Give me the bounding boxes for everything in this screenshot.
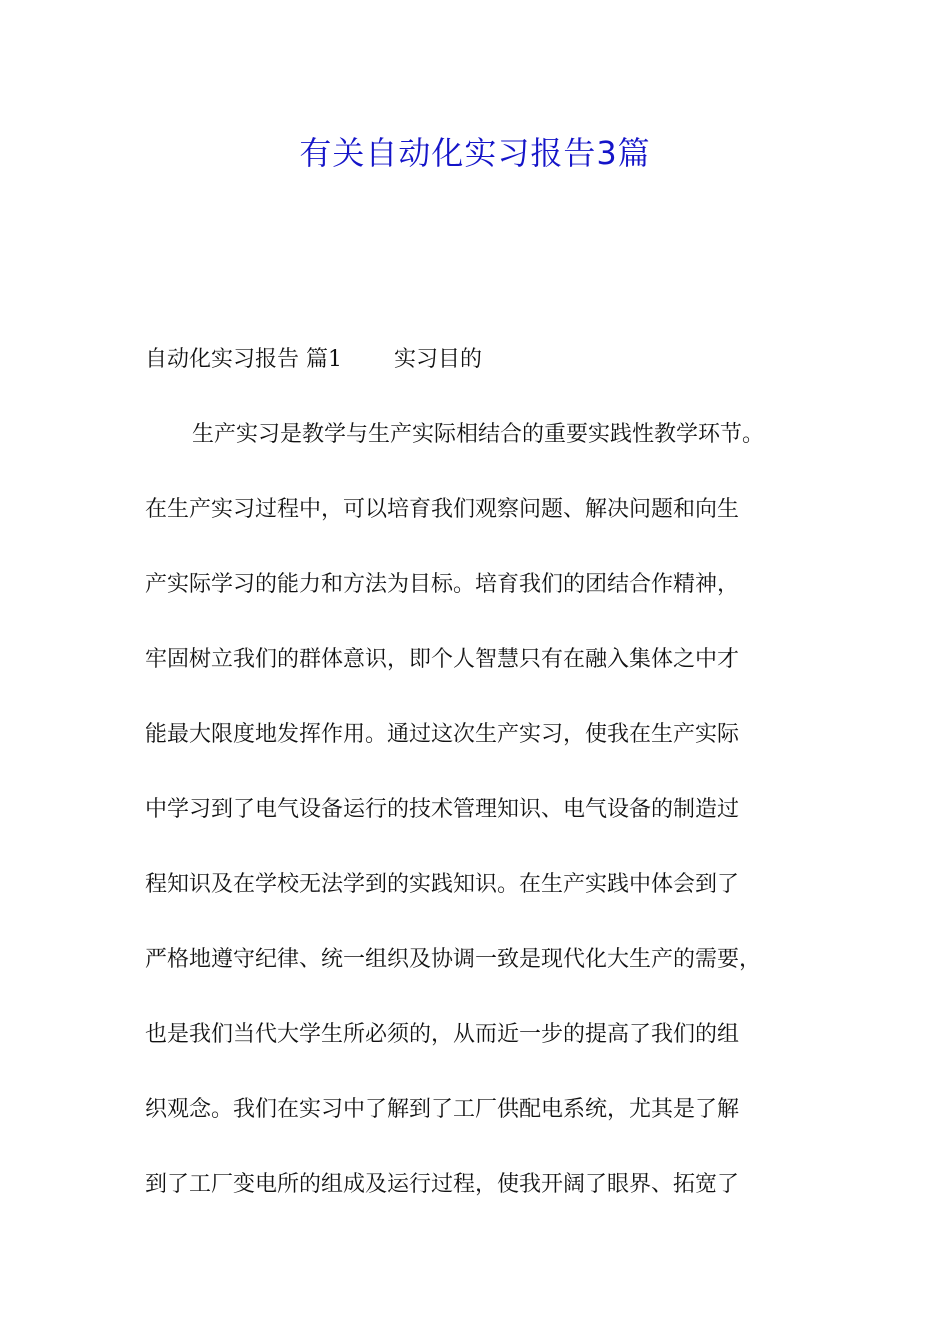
- paragraph-line-11: 到了工厂变电所的组成及运行过程，使我开阔了眼界、拓宽了: [145, 1172, 740, 1197]
- section-heading: [145, 342, 482, 378]
- paragraph-line-4: 牢固树立我们的群体意识，即个人智慧只有在融入集体之中才: [145, 647, 740, 672]
- paragraph-line-8: 严格地遵守纪律、统一组织及协调一致是现代化大生产的需要，: [145, 947, 762, 972]
- paragraph-line-9: 也是我们当代大学生所必须的，从而近一步的提高了我们的组: [145, 1022, 740, 1047]
- paragraph-line-1: 生产实习是教学与生产实际相结合的重要实践性教学环节。: [192, 422, 765, 447]
- paragraph-line-3: 产实际学习的能力和方法为目标。培育我们的团结合作精神，: [145, 572, 740, 597]
- document-title: 有关自动化实习报告3篇: [299, 134, 651, 172]
- paragraph-line-5: 能最大限度地发挥作用。通过这次生产实习，使我在生产实际: [145, 722, 740, 747]
- paragraph-line-2: 在生产实习过程中，可以培育我们观察问题、解决问题和向生: [145, 497, 740, 522]
- section-subheading-label: 实习目的: [394, 347, 483, 372]
- body-paragraph: [145, 412, 815, 1237]
- paragraph-line-6: 中学习到了电气设备运行的技术管理知识、电气设备的制造过: [145, 797, 740, 822]
- section-heading-label: 自动化实习报告 篇1: [145, 347, 342, 372]
- paragraph-line-7: 程知识及在学校无法学到的实践知识。在生产实践中体会到了: [145, 872, 740, 897]
- paragraph-line-10: 织观念。我们在实习中了解到了工厂供配电系统，尤其是了解: [145, 1097, 740, 1122]
